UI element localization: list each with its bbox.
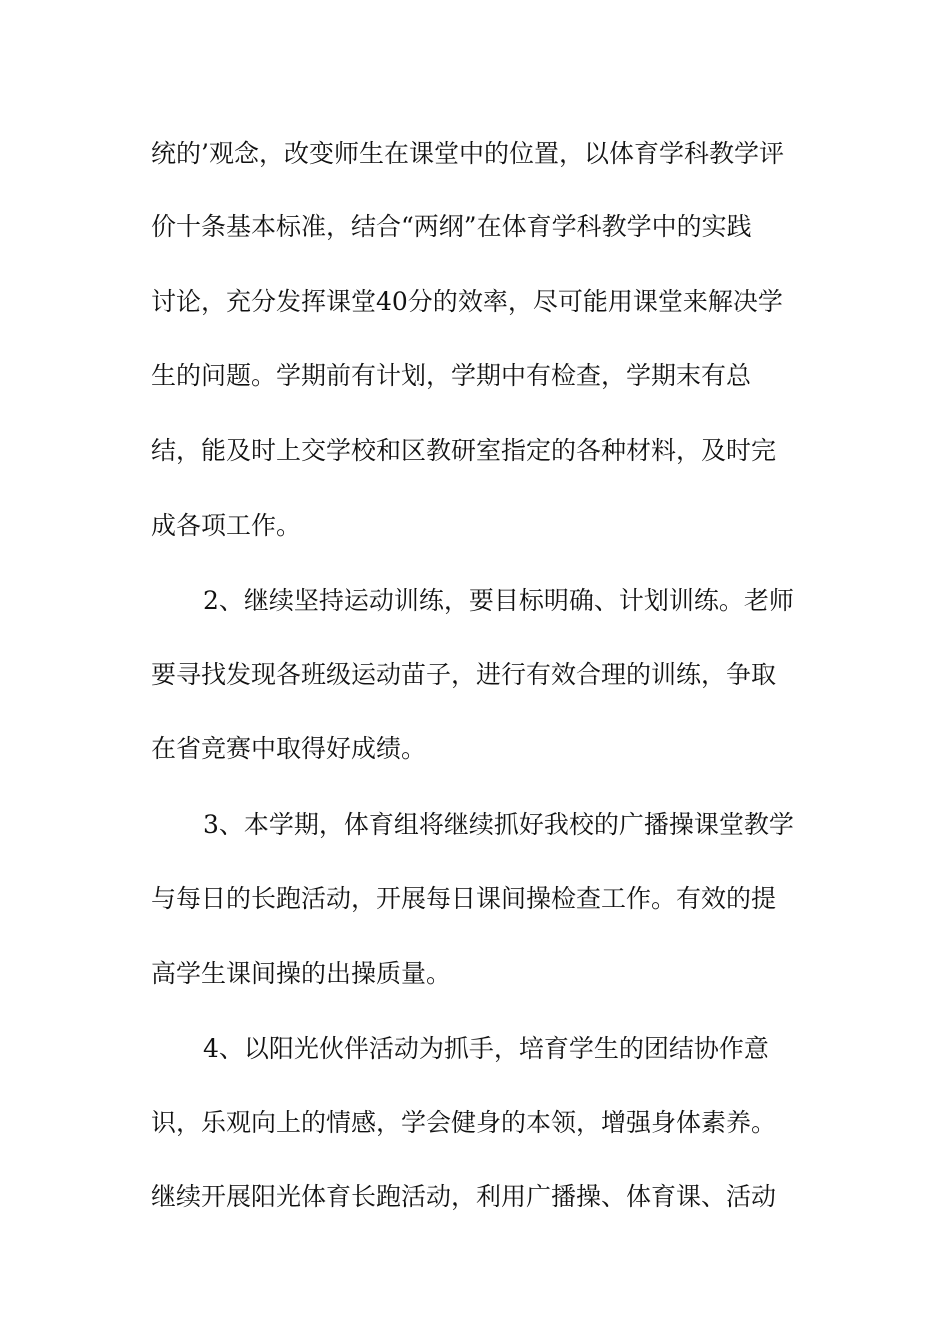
paragraph-3-start: 3、本学期，体育组将继续抓好我校的广播操课堂教学 (203, 810, 794, 839)
text-line: 统的’观念，改变师生在课堂中的位置，以体育学科教学评 (151, 139, 784, 168)
text-line: 结，能及时上交学校和区教研室指定的各种材料，及时完 (151, 436, 777, 465)
text-line: 讨论，充分发挥课堂40分的效率，尽可能用课堂来解决学 (151, 287, 783, 316)
text-line: 识，乐观向上的情感，学会健身的本领，增强身体素养。 (151, 1108, 777, 1137)
text-line: 生的问题。学期前有计划，学期中有检查，学期末有总 (151, 361, 752, 390)
text-line: 与每日的长跑活动，开展每日课间操检查工作。有效的提 (151, 884, 777, 913)
text-line: 继续开展阳光体育长跑活动，利用广播操、体育课、活动 (151, 1182, 777, 1211)
paragraph-2-start: 2、继续坚持运动训练，要目标明确、计划训练。老师 (203, 586, 794, 615)
text-line: 成各项工作。 (151, 511, 302, 540)
text-line: 在省竞赛中取得好成绩。 (151, 734, 427, 763)
text-line: 要寻找发现各班级运动苗子，进行有效合理的训练，争取 (151, 660, 777, 689)
text-line: 价十条基本标准，结合“两纲”在体育学科教学中的实践 (151, 212, 752, 241)
text-line: 高学生课间操的出操质量。 (151, 959, 452, 988)
paragraph-4-start: 4、以阳光伙伴活动为抓手，培育学生的团结协作意 (203, 1034, 769, 1063)
